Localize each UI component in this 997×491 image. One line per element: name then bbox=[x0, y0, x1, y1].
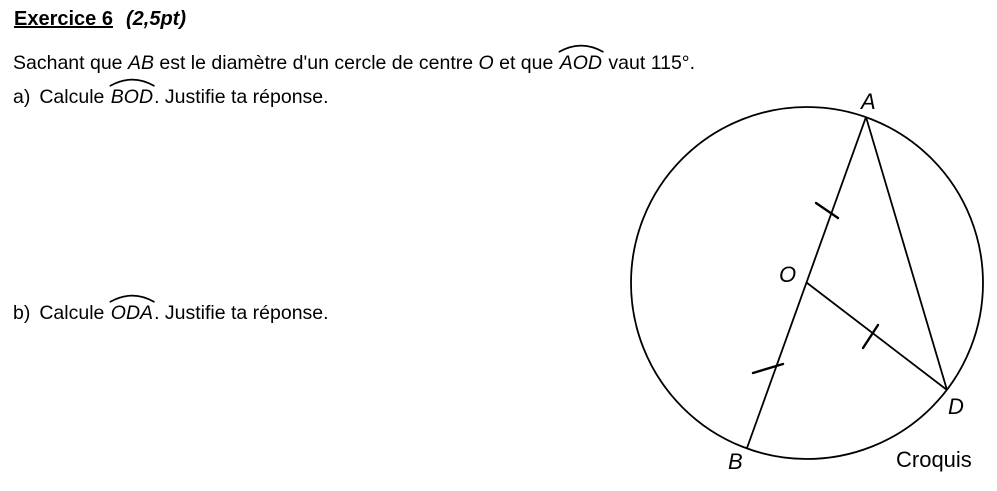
segment-radius-OD bbox=[807, 283, 948, 391]
question-a-text-1: Calcule bbox=[39, 86, 110, 108]
question-b-text-1: Calcule bbox=[39, 302, 110, 324]
exercise-title-label: Exercice 6 bbox=[14, 8, 113, 30]
intro-text-2: est le diamètre d'un cercle de centre bbox=[153, 52, 479, 74]
figure-caption: Croquis bbox=[896, 447, 972, 472]
angle-AOD-label: AOD bbox=[559, 52, 603, 74]
angle-BOD-label: BOD bbox=[110, 86, 154, 108]
segment-AB-name: AB bbox=[127, 52, 154, 74]
intro-text-3: et que bbox=[493, 52, 559, 74]
center-O-name: O bbox=[478, 52, 494, 74]
point-label-O: O bbox=[779, 262, 797, 287]
angle-ODA-label: ODA bbox=[110, 302, 154, 324]
question-b-text-2: . Justifie ta réponse. bbox=[154, 302, 329, 324]
segment-chord-AD bbox=[866, 117, 947, 390]
question-b-prefix: b) bbox=[13, 302, 31, 324]
question-a-text-2: . Justifie ta réponse. bbox=[154, 86, 329, 108]
exercise-points: (2,5pt) bbox=[125, 8, 186, 30]
point-label-D: D bbox=[948, 394, 964, 419]
point-label-B: B bbox=[728, 449, 743, 474]
question-a-prefix: a) bbox=[13, 86, 31, 108]
point-label-A: A bbox=[861, 89, 876, 114]
tick-mark-OB bbox=[753, 364, 783, 373]
intro-text-4: vaut 115°. bbox=[603, 52, 696, 74]
intro-text-1: Sachant que bbox=[13, 52, 128, 74]
